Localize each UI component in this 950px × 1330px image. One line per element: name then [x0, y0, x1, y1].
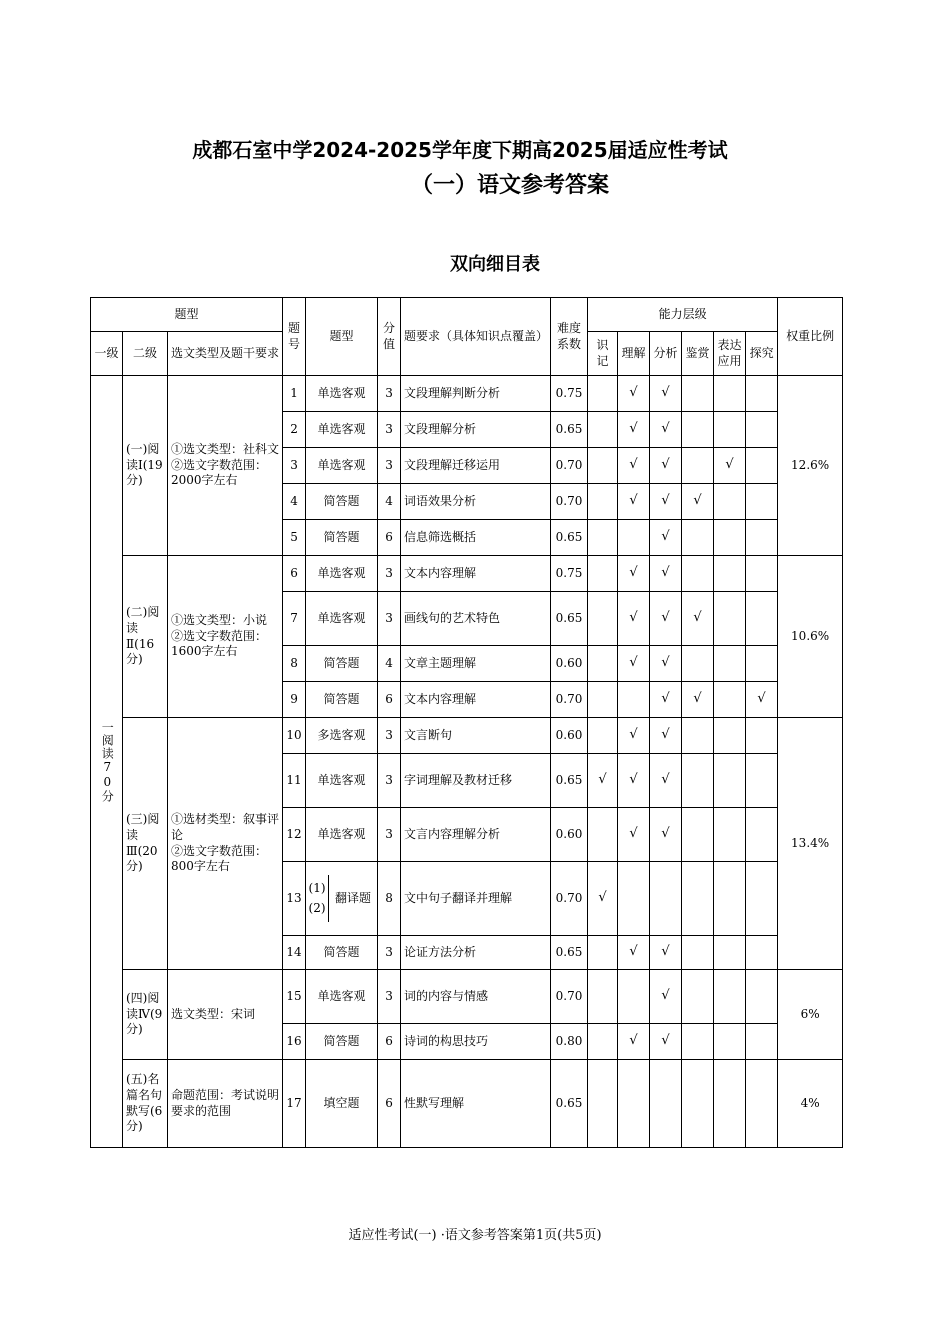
header-level2: 二级 [123, 332, 168, 376]
ability-check-mark: √ [618, 484, 650, 520]
genre-requirement: 命题范围：考试说明要求的范围 [168, 1060, 283, 1148]
level2-label: (一)阅读Ⅰ(19分) [123, 376, 168, 556]
ability-check-mark [588, 376, 618, 412]
score-value: 3 [378, 754, 401, 808]
score-value: 6 [378, 1024, 401, 1060]
question-number: 16 [283, 1024, 306, 1060]
ability-check-mark [682, 862, 714, 936]
document-title: 成都石室中学2024-2025学年度下期高2025届适应性考试 [192, 138, 728, 162]
score-value: 3 [378, 970, 401, 1024]
header-question-type: 题型 [306, 298, 378, 376]
genre-requirement: ①选文类型：社科文 ②选文字数范围：2000字左右 [168, 376, 283, 556]
header-question-number: 题号 [283, 298, 306, 376]
ability-check-mark [714, 520, 746, 556]
ability-check-mark [714, 1060, 746, 1148]
weight-percent: 13.4% [778, 718, 843, 970]
question-type: 简答题 [306, 1024, 378, 1060]
ability-check-mark: √ [618, 808, 650, 862]
requirement-text: 诗词的构思技巧 [401, 1024, 551, 1060]
subpart-number: (2) [308, 900, 326, 915]
difficulty-value: 0.65 [551, 936, 588, 970]
requirement-text: 画线句的艺术特色 [401, 592, 551, 646]
ability-check-mark [588, 1024, 618, 1060]
table-row [91, 556, 843, 592]
score-value: 3 [378, 718, 401, 754]
ability-check-mark [746, 646, 778, 682]
ability-check-mark: √ [650, 592, 682, 646]
question-number: 14 [283, 936, 306, 970]
ability-check-mark [618, 1060, 650, 1148]
question-number: 13 [283, 862, 306, 936]
level2-label: (三)阅读Ⅲ(20分) [123, 718, 168, 970]
table-row [91, 1060, 843, 1148]
table-title: 双向细目表 [450, 254, 540, 275]
difficulty-value: 0.80 [551, 1024, 588, 1060]
ability-check-mark: √ [650, 520, 682, 556]
ability-check-mark: √ [650, 556, 682, 592]
difficulty-value: 0.65 [551, 412, 588, 448]
score-value: 6 [378, 520, 401, 556]
difficulty-value: 0.70 [551, 448, 588, 484]
ability-check-mark [746, 718, 778, 754]
table-row [91, 376, 843, 412]
difficulty-value: 0.70 [551, 682, 588, 718]
requirement-text: 词语效果分析 [401, 484, 551, 520]
header-genre-requirement: 选文类型及题干要求 [168, 332, 283, 376]
ability-check-mark [588, 520, 618, 556]
score-value: 3 [378, 448, 401, 484]
question-type: 填空题 [306, 1060, 378, 1148]
ability-check-mark: √ [714, 448, 746, 484]
ability-check-mark: √ [650, 646, 682, 682]
ability-check-mark: √ [618, 646, 650, 682]
ability-check-mark: √ [618, 1024, 650, 1060]
question-type: 单选客观 [306, 808, 378, 862]
ability-check-mark [682, 448, 714, 484]
requirement-text: 字词理解及教材迁移 [401, 754, 551, 808]
question-number: 12 [283, 808, 306, 862]
ability-check-mark: √ [650, 808, 682, 862]
question-number: 17 [283, 1060, 306, 1148]
document-subtitle: （一）语文参考答案 [410, 173, 609, 198]
weight-percent: 6% [778, 970, 843, 1060]
ability-check-mark [714, 682, 746, 718]
ability-check-mark: √ [682, 682, 714, 718]
ability-check-mark [714, 592, 746, 646]
header-ability-col: 探究 [746, 332, 778, 376]
ability-check-mark [746, 936, 778, 970]
ability-check-mark [588, 592, 618, 646]
ability-check-mark [682, 1024, 714, 1060]
header-score: 分值 [378, 298, 401, 376]
ability-check-mark: √ [618, 376, 650, 412]
difficulty-value: 0.70 [551, 862, 588, 936]
header-tixing-group: 题型 [91, 298, 283, 332]
ability-check-mark [682, 970, 714, 1024]
level2-label: (四)阅读Ⅳ(9分) [123, 970, 168, 1060]
requirement-text: 信息筛选概括 [401, 520, 551, 556]
requirement-text: 文本内容理解 [401, 556, 551, 592]
question-number: 4 [283, 484, 306, 520]
question-type: 简答题 [306, 646, 378, 682]
ability-check-mark [714, 1024, 746, 1060]
question-type: 单选客观 [306, 970, 378, 1024]
question-type: 多选客观 [306, 718, 378, 754]
score-value: 3 [378, 808, 401, 862]
ability-check-mark [746, 376, 778, 412]
ability-check-mark [682, 520, 714, 556]
requirement-text: 文段理解判断分析 [401, 376, 551, 412]
question-type: 单选客观 [306, 448, 378, 484]
question-number: 6 [283, 556, 306, 592]
ability-check-mark [682, 808, 714, 862]
ability-check-mark: √ [618, 936, 650, 970]
header-ability-col: 分析 [650, 332, 682, 376]
table-row [91, 970, 843, 1024]
ability-check-mark [682, 754, 714, 808]
genre-requirement: 选文类型：宋词 [168, 970, 283, 1060]
ability-check-mark: √ [650, 754, 682, 808]
requirement-text: 文言内容理解分析 [401, 808, 551, 862]
requirement-text: 文段理解迁移运用 [401, 448, 551, 484]
weight-percent: 4% [778, 1060, 843, 1148]
ability-check-mark [588, 412, 618, 448]
difficulty-value: 0.70 [551, 484, 588, 520]
ability-check-mark [618, 970, 650, 1024]
ability-check-mark: √ [618, 448, 650, 484]
ability-check-mark: √ [746, 682, 778, 718]
difficulty-value: 0.60 [551, 646, 588, 682]
difficulty-value: 0.75 [551, 556, 588, 592]
requirement-text: 文言断句 [401, 718, 551, 754]
ability-check-mark: √ [650, 1024, 682, 1060]
question-number: 2 [283, 412, 306, 448]
ability-check-mark: √ [650, 376, 682, 412]
question-type: 简答题 [306, 484, 378, 520]
question-type: 单选客观 [306, 376, 378, 412]
question-type: 单选客观 [306, 592, 378, 646]
question-number: 11 [283, 754, 306, 808]
difficulty-value: 0.60 [551, 808, 588, 862]
ability-check-mark [746, 520, 778, 556]
ability-check-mark [714, 970, 746, 1024]
ability-check-mark [588, 646, 618, 682]
ability-check-mark [714, 862, 746, 936]
difficulty-value: 0.65 [551, 754, 588, 808]
ability-check-mark: √ [618, 754, 650, 808]
ability-check-mark [746, 448, 778, 484]
question-number: 9 [283, 682, 306, 718]
ability-check-mark: √ [682, 484, 714, 520]
difficulty-value: 0.65 [551, 592, 588, 646]
weight-percent: 10.6% [778, 556, 843, 718]
score-value: 3 [378, 556, 401, 592]
difficulty-value: 0.65 [551, 520, 588, 556]
genre-requirement: ①选文类型：小说 ②选文字数范围：1600字左右 [168, 556, 283, 718]
header-ability-col: 理解 [618, 332, 650, 376]
ability-check-mark [746, 1024, 778, 1060]
score-value: 4 [378, 484, 401, 520]
ability-check-mark [714, 484, 746, 520]
ability-check-mark [682, 718, 714, 754]
ability-check-mark [588, 484, 618, 520]
ability-check-mark [682, 412, 714, 448]
ability-check-mark: √ [650, 484, 682, 520]
ability-check-mark [714, 754, 746, 808]
specification-table [90, 297, 843, 1148]
header-ability-col: 识记 [588, 332, 618, 376]
ability-check-mark [682, 556, 714, 592]
question-number: 1 [283, 376, 306, 412]
ability-check-mark [682, 646, 714, 682]
level1-reading-cell [91, 376, 123, 1148]
ability-check-mark [746, 808, 778, 862]
level1-label: 一阅读70分 [100, 720, 115, 803]
ability-check-mark: √ [588, 754, 618, 808]
ability-check-mark [746, 484, 778, 520]
header-ability-level: 能力层级 [588, 298, 778, 332]
ability-check-mark [618, 862, 650, 936]
page-footer: 适应性考试(一) ·语文参考答案第1页(共5页) [348, 1228, 602, 1243]
level2-label: (二)阅读Ⅱ(16分) [123, 556, 168, 718]
ability-check-mark: √ [650, 682, 682, 718]
requirement-text: 文段理解分析 [401, 412, 551, 448]
ability-check-mark [618, 520, 650, 556]
ability-check-mark [714, 718, 746, 754]
level2-label: (五)名篇名句默写(6分) [123, 1060, 168, 1148]
header-ability-col: 表达应用 [714, 332, 746, 376]
ability-check-mark: √ [650, 970, 682, 1024]
question-type: 单选客观 [306, 754, 378, 808]
question-number: 15 [283, 970, 306, 1024]
question-type: 简答题 [306, 936, 378, 970]
question-number: 3 [283, 448, 306, 484]
question-type: 翻译题 [335, 890, 372, 905]
ability-check-mark [714, 412, 746, 448]
ability-check-mark [746, 970, 778, 1024]
header-level1: 一级 [91, 332, 123, 376]
ability-check-mark [746, 1060, 778, 1148]
difficulty-value: 0.75 [551, 376, 588, 412]
question-number: 5 [283, 520, 306, 556]
difficulty-value: 0.65 [551, 1060, 588, 1148]
ability-check-mark: √ [650, 936, 682, 970]
table-row [91, 718, 843, 754]
score-value: 8 [378, 862, 401, 936]
ability-check-mark [714, 936, 746, 970]
ability-check-mark: √ [618, 412, 650, 448]
score-value: 6 [378, 682, 401, 718]
ability-check-mark [588, 718, 618, 754]
requirement-text: 文本内容理解 [401, 682, 551, 718]
requirement-text: 性默写理解 [401, 1060, 551, 1148]
ability-check-mark [588, 808, 618, 862]
ability-check-mark [618, 682, 650, 718]
header-ability-col: 鉴赏 [682, 332, 714, 376]
ability-check-mark: √ [618, 592, 650, 646]
ability-check-mark [588, 970, 618, 1024]
requirement-text: 文中句子翻译并理解 [401, 862, 551, 936]
ability-check-mark [682, 936, 714, 970]
ability-check-mark [714, 646, 746, 682]
difficulty-value: 0.70 [551, 970, 588, 1024]
ability-check-mark [588, 936, 618, 970]
question-type: 简答题 [306, 520, 378, 556]
ability-check-mark [746, 754, 778, 808]
ability-check-mark: √ [650, 412, 682, 448]
weight-percent: 12.6% [778, 376, 843, 556]
question-type: 单选客观 [306, 556, 378, 592]
difficulty-value: 0.60 [551, 718, 588, 754]
ability-check-mark [650, 1060, 682, 1148]
ability-check-mark [588, 556, 618, 592]
score-value: 4 [378, 646, 401, 682]
question-number: 10 [283, 718, 306, 754]
header-requirement: 题要求（具体知识点覆盖） [401, 298, 551, 376]
score-value: 3 [378, 936, 401, 970]
score-value: 6 [378, 1060, 401, 1148]
ability-check-mark: √ [650, 718, 682, 754]
question-number: 8 [283, 646, 306, 682]
subpart-number: (1) [308, 881, 326, 896]
question-type: 单选客观 [306, 412, 378, 448]
score-value: 3 [378, 592, 401, 646]
ability-check-mark [714, 376, 746, 412]
genre-requirement: ①选材类型：叙事评论 ②选文字数范围：800字左右 [168, 718, 283, 970]
ability-check-mark [588, 682, 618, 718]
score-value: 3 [378, 376, 401, 412]
question-type-with-subparts [306, 862, 378, 936]
ability-check-mark: √ [588, 862, 618, 936]
ability-check-mark [746, 862, 778, 936]
ability-check-mark: √ [682, 592, 714, 646]
ability-check-mark [682, 1060, 714, 1148]
ability-check-mark [714, 556, 746, 592]
score-value: 3 [378, 412, 401, 448]
question-type: 简答题 [306, 682, 378, 718]
question-number: 7 [283, 592, 306, 646]
requirement-text: 文章主题理解 [401, 646, 551, 682]
ability-check-mark [714, 808, 746, 862]
ability-check-mark [588, 448, 618, 484]
ability-check-mark: √ [650, 448, 682, 484]
header-weight: 权重比例 [778, 298, 843, 376]
ability-check-mark [588, 1060, 618, 1148]
requirement-text: 论证方法分析 [401, 936, 551, 970]
header-difficulty: 难度系数 [551, 298, 588, 376]
ability-check-mark [746, 592, 778, 646]
ability-check-mark [682, 376, 714, 412]
ability-check-mark [746, 412, 778, 448]
ability-check-mark: √ [618, 718, 650, 754]
ability-check-mark [746, 556, 778, 592]
ability-check-mark: √ [618, 556, 650, 592]
ability-check-mark [650, 862, 682, 936]
requirement-text: 词的内容与情感 [401, 970, 551, 1024]
